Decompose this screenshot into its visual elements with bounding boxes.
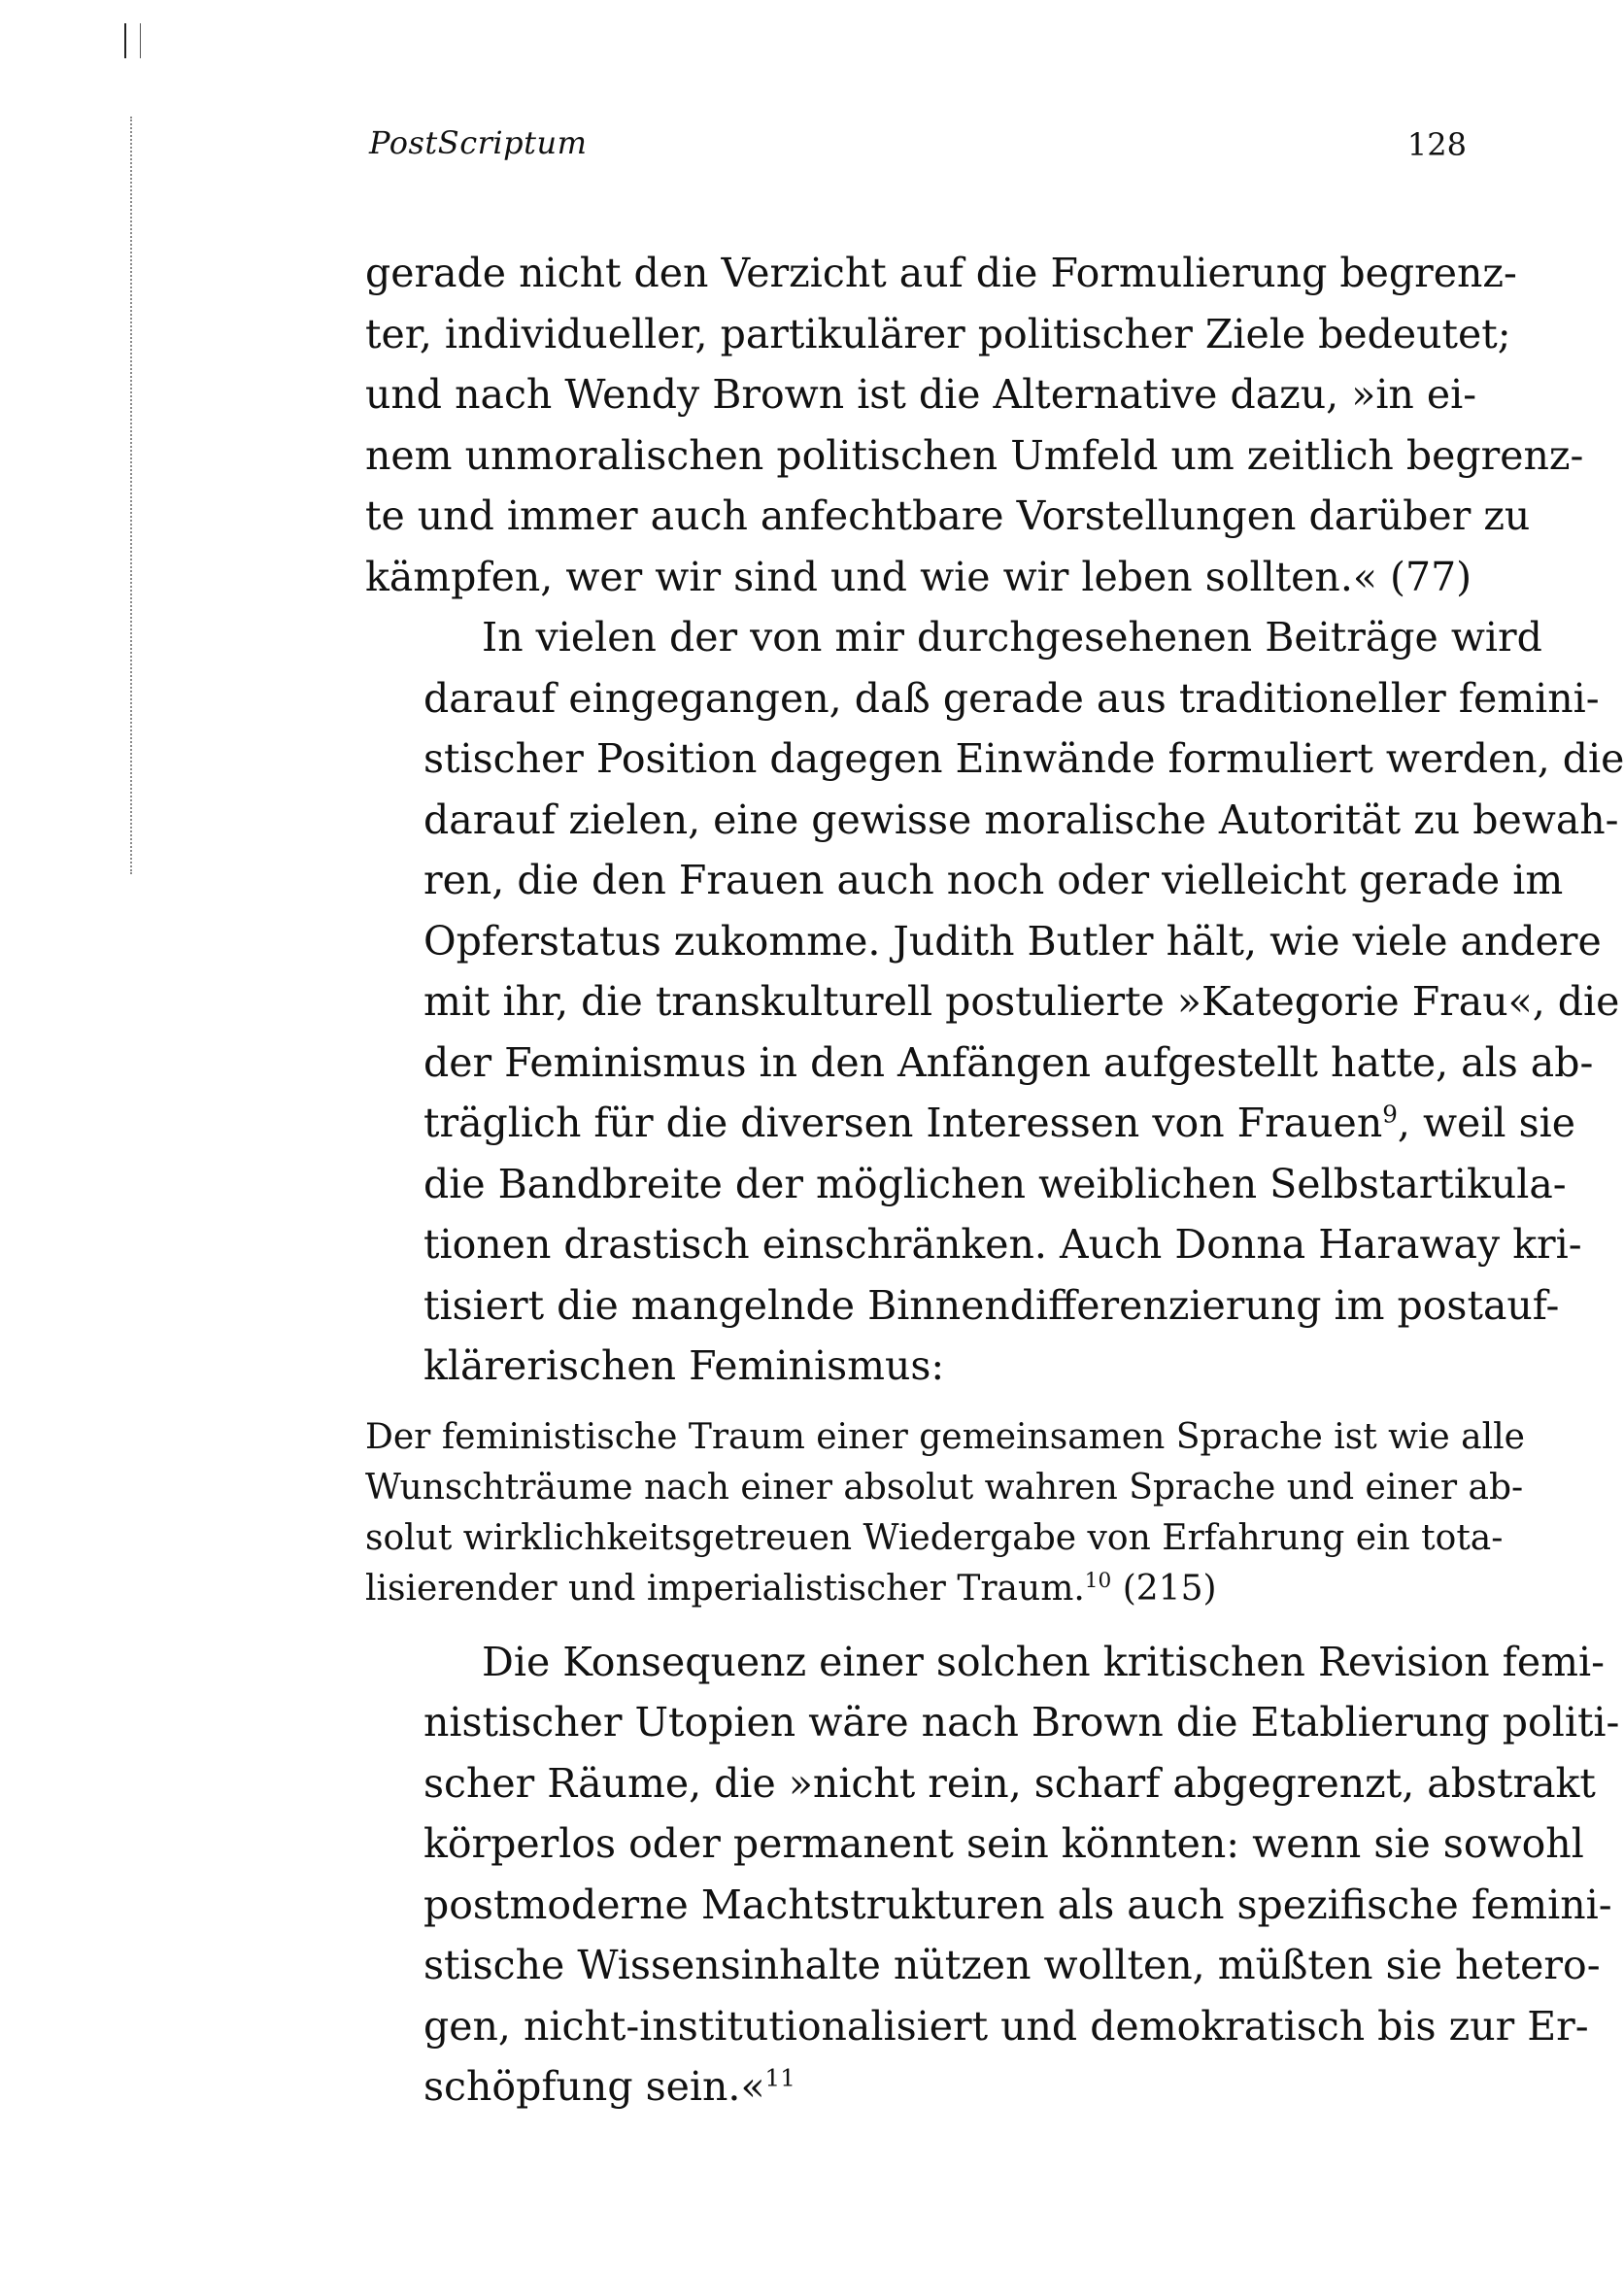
page-number: 128 bbox=[1406, 126, 1467, 163]
text-line: scher Räume, die »nicht rein, scharf abgegrenzt, abstrakt bbox=[423, 1759, 1596, 1807]
paragraph-1 bbox=[365, 243, 1584, 607]
text-line: ren, die den Frauen auch noch oder vielleicht gerade im bbox=[423, 857, 1564, 903]
scan-artifact-mark bbox=[124, 23, 141, 58]
text-line: stischer Position dagegen Einwände formuliert werden, die bbox=[423, 735, 1624, 782]
text-line: darauf zielen, eine gewisse moralische Autorität zu bewah- bbox=[423, 796, 1619, 843]
text-line: nistischer Utopien wäre nach Brown die Etablierung politi- bbox=[423, 1699, 1620, 1746]
text-line: stische Wissensinhalte nützen wollten, müßten sie hetero- bbox=[423, 1942, 1601, 1988]
text-segment: lisierender und imperialistischer Traum. bbox=[365, 1568, 1085, 1609]
quote-line: solut wirklichkeitsgetreuen Wiedergabe von Erfahrung ein tota- bbox=[365, 1517, 1504, 1558]
block-quote bbox=[365, 1412, 1525, 1614]
quote-line: Wunschträume nach einer absolut wahren Sprache und einer ab- bbox=[365, 1467, 1524, 1508]
text-line: postmoderne Machtstrukturen als auch spezifische femini- bbox=[423, 1881, 1612, 1928]
text-line: nem unmoralischen politischen Umfeld um zeitlich begrenz- bbox=[365, 431, 1584, 479]
text-line: Die Konsequenz einer solchen kritischen Revision femi- bbox=[482, 1638, 1605, 1685]
text-line: ter, individueller, partikulärer politischer Ziele bedeutet; bbox=[365, 310, 1511, 357]
footnote-ref-10[interactable]: 10 bbox=[1084, 1568, 1112, 1593]
text-line: tionen drastisch einschränken. Auch Donna Haraway kri- bbox=[423, 1221, 1582, 1268]
text-line: te und immer auch anfechtbare Vorstellungen darüber zu bbox=[365, 492, 1531, 539]
text-line bbox=[365, 1093, 1575, 1154]
text-line: gen, nicht-institutionalisiert und demokratisch bis zur Er- bbox=[423, 2002, 1589, 2050]
text-line: klärerischen Feminismus: bbox=[423, 1342, 945, 1389]
text-segment: schöpfung sein.« bbox=[423, 2063, 765, 2110]
text-line: tisiert die mangelnde Binnendifferenzierung im postauf- bbox=[423, 1281, 1560, 1329]
text-line: die Bandbreite der möglichen weiblichen Selbstartikula- bbox=[423, 1160, 1567, 1207]
quote-line: Der feministische Traum einer gemeinsamen Sprache ist wie alle bbox=[365, 1416, 1525, 1457]
text-line: In vielen der von mir durchgesehenen Beiträge wird bbox=[482, 614, 1542, 661]
body-text bbox=[365, 243, 1624, 2118]
footnote-ref-11[interactable]: 11 bbox=[764, 2063, 795, 2092]
text-line: Opferstatus zukomme. Judith Butler hält, wie viele andere bbox=[423, 917, 1602, 965]
footnote-ref-9[interactable]: 9 bbox=[1382, 1100, 1398, 1129]
paragraph-2 bbox=[365, 607, 1624, 1397]
text-line: der Feminismus in den Anfängen aufgestellt hatte, als ab- bbox=[423, 1038, 1594, 1086]
citation-page: (215) bbox=[1111, 1568, 1217, 1609]
scan-artifact-edge bbox=[130, 117, 132, 874]
text-line: mit ihr, die transkulturell postulierte »Kategorie Frau«, die bbox=[423, 978, 1620, 1025]
text-line: und nach Wendy Brown ist die Alternative dazu, »in ei- bbox=[365, 371, 1477, 418]
text-line: kämpfen, wer wir sind und wie wir leben sollten.« (77) bbox=[365, 553, 1472, 600]
text-line bbox=[365, 2056, 1472, 2118]
text-segment: träglich für die diversen Interessen von Frauen bbox=[423, 1100, 1383, 1146]
text-segment: , weil sie bbox=[1397, 1100, 1575, 1146]
paragraph-3 bbox=[365, 1632, 1620, 2118]
running-head: PostScriptum bbox=[369, 124, 588, 161]
text-line: körperlos oder permanent sein könnten: wenn sie sowohl bbox=[423, 1820, 1584, 1867]
quote-line bbox=[365, 1564, 1472, 1614]
text-line: darauf eingegangen, daß gerade aus traditioneller femini- bbox=[423, 674, 1600, 722]
text-line: gerade nicht den Verzicht auf die Formulierung begrenz- bbox=[365, 250, 1517, 296]
